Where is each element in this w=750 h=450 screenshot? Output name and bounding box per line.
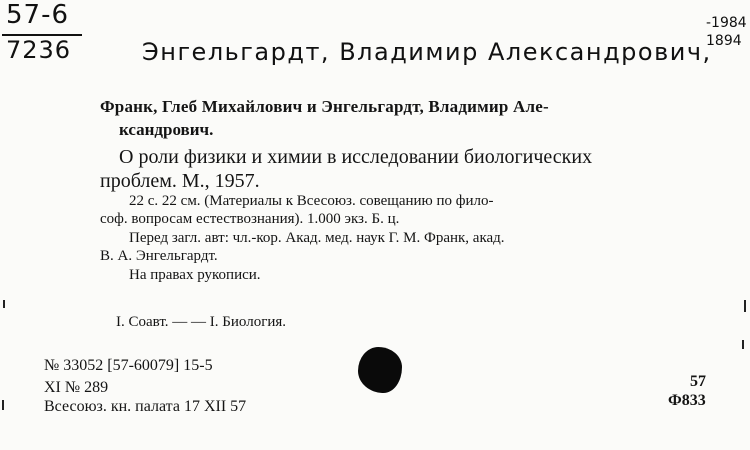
physical-description-1: 22 с. 22 см. (Материалы к Всесоюз. совещанию по фило-: [129, 193, 494, 209]
shelf-mark-bottom: 7236: [6, 36, 72, 64]
authors-line-2: ксандрович.: [119, 120, 214, 139]
tracings: I. Соавт. — — I. Биология.: [116, 314, 287, 330]
classification-code: 57: [690, 373, 706, 390]
author-mark: Ф833: [668, 392, 706, 409]
registry-number: № 33052 [57-60079] 15-5: [44, 357, 213, 374]
handwritten-years: -1984 1894: [706, 15, 747, 49]
authors-line-1: Франк, Глеб Михайлович и Энгельгардт, Владимир Але-: [100, 97, 549, 116]
handwritten-heading: Энгельгардт, Владимир Александрович,: [142, 38, 712, 66]
title-line-1: О роли физики и химии в исследовании биологических: [119, 146, 593, 168]
scan-mark: [744, 300, 746, 312]
manuscript-note: На правах рукописи.: [129, 267, 261, 283]
registry-chamber: Всесоюз. кн. палата 17 XII 57: [44, 398, 247, 415]
shelf-mark-top: 57-6: [6, 0, 70, 30]
scan-mark: [3, 300, 5, 308]
authors-note-2: В. А. Энгельгардт.: [100, 248, 218, 264]
authors-note-1: Перед загл. авт: чл.-кор. Акад. мед. наук Г. М. Франк, акад.: [129, 230, 505, 246]
registry-series: XI № 289: [44, 379, 109, 396]
title-line-2: проблем. М., 1957.: [100, 170, 260, 192]
physical-description-2: соф. вопросам естествознания). 1.000 экз. Б. ц.: [100, 211, 400, 227]
ink-blot: [358, 347, 402, 393]
scan-mark: [742, 340, 744, 349]
scan-mark: [2, 400, 4, 410]
